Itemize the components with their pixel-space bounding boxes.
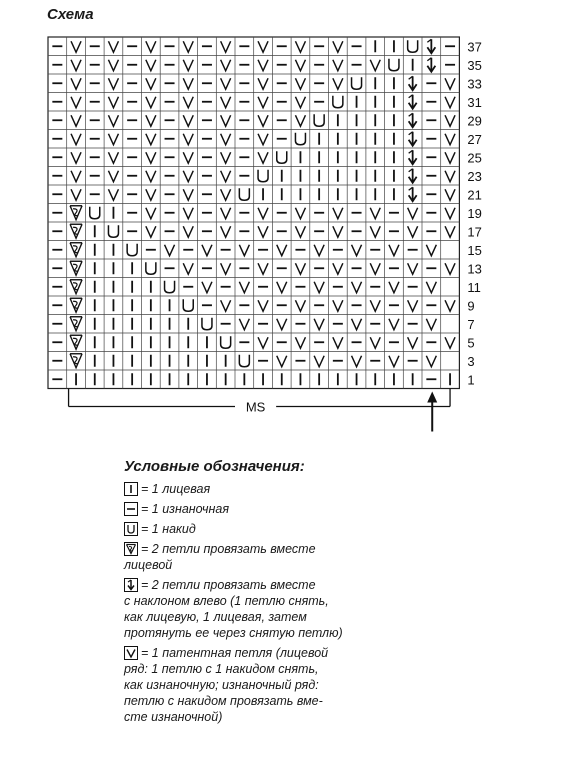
legend-item	[124, 501, 424, 517]
row-number-label: 37	[467, 39, 482, 55]
row-number-label: 1	[467, 372, 475, 388]
chart-title: Схема	[47, 6, 94, 23]
legend-item	[124, 645, 424, 725]
legend-item-text: как изнаночную; изнаночный ряд:	[124, 678, 319, 692]
legend-item-text: сте изнаночной)	[124, 710, 223, 724]
row-number-label: 25	[467, 150, 482, 166]
legend-item-text: с наклоном влево (1 петлю снять,	[124, 594, 329, 608]
row-number-label: 7	[467, 316, 475, 332]
legend-item	[124, 541, 424, 573]
brioche-stitch-icon	[124, 646, 138, 660]
row-number-label: 15	[467, 242, 482, 258]
row-number-label: 3	[467, 353, 475, 369]
row-number-label: 17	[467, 224, 482, 240]
row-number-label: 23	[467, 168, 482, 184]
legend-item-text: протянуть ее через снятую петлю)	[124, 626, 343, 640]
legend-item-text: = 1 накид	[141, 522, 196, 536]
legend-item-text: петлю с накидом провязать вме-	[124, 694, 323, 708]
legend-item-text: как лицевую, 1 лицевая, затем	[124, 610, 307, 624]
ms-label: MS	[245, 399, 266, 415]
ssk-icon	[124, 578, 138, 592]
yarn-over-icon	[124, 522, 138, 536]
legend-item	[124, 481, 424, 497]
legend-item-text: = 2 петли провязать вместе	[141, 578, 316, 592]
legend-item-text: = 1 изнаночная	[141, 502, 230, 516]
legend-item-text: = 2 петли провязать вместе	[141, 542, 316, 556]
legend-item-text: лицевой	[124, 558, 173, 572]
legend-item-text: = 1 патентная петля (лицевой	[141, 646, 329, 660]
row-number-label: 5	[467, 335, 475, 351]
row-number-label: 21	[467, 187, 482, 203]
legend-item	[124, 521, 424, 537]
row-number-label: 27	[467, 131, 482, 147]
knit-stitch-icon	[124, 482, 138, 496]
row-number-label: 35	[467, 57, 482, 73]
legend-item-text: ряд: 1 петлю с 1 накидом снять,	[124, 662, 319, 676]
legend-items	[124, 481, 424, 725]
row-number-label: 11	[467, 279, 481, 295]
row-number-label: 19	[467, 205, 482, 221]
row-number-label: 31	[467, 94, 482, 110]
legend-title: Условные обозначения:	[124, 458, 305, 475]
row-number-label: 13	[467, 261, 482, 277]
legend-item-text: = 1 лицевая	[141, 482, 211, 496]
legend	[124, 458, 424, 729]
k2tog-icon	[124, 542, 138, 556]
row-number-label: 33	[467, 76, 482, 92]
legend-item	[124, 577, 424, 641]
row-number-label: 9	[467, 298, 475, 314]
purl-stitch-icon	[124, 502, 138, 516]
row-number-label: 29	[467, 113, 482, 129]
